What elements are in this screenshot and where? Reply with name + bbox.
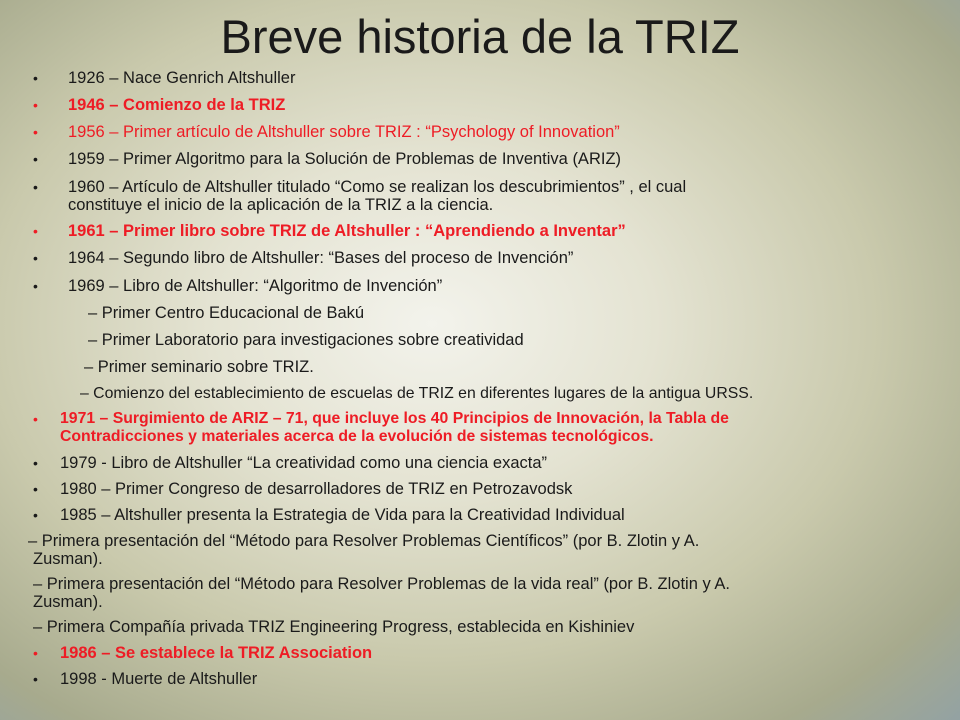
bullet-icon: • xyxy=(33,151,38,167)
timeline-item-1964: 1964 – Segundo libro de Altshuller: “Bases del proceso de Invención” xyxy=(68,249,574,267)
bullet-icon: • xyxy=(33,455,38,471)
bullet-icon: • xyxy=(33,223,38,239)
timeline-item-1980: 1980 – Primer Congreso de desarrolladores de TRIZ en Petrozavodsk xyxy=(60,480,573,498)
bullet-icon: • xyxy=(33,411,38,427)
timeline-item-1986: 1986 – Se establece la TRIZ Association xyxy=(60,644,373,662)
timeline-item-1979: 1979 - Libro de Altshuller “La creatividad como una ciencia exacta” xyxy=(60,454,548,472)
timeline-item-1971-cont: Contradicciones y materiales acerca de la evolución de sistemas tecnológicos. xyxy=(60,428,654,445)
timeline-item-1926: 1926 – Nace Genrich Altshuller xyxy=(68,69,296,87)
timeline-item-1959: 1959 – Primer Algoritmo para la Solución de Problemas de Inventiva (ARIZ) xyxy=(68,150,622,168)
bullet-icon: • xyxy=(33,507,38,523)
timeline-item-1969: 1969 – Libro de Altshuller: “Algoritmo de Invención” xyxy=(68,277,443,295)
bullet-icon: • xyxy=(33,481,38,497)
timeline-item-1960: 1960 – Artículo de Altshuller titulado “Como se realizan los descubrimientos” , el cual xyxy=(68,178,687,196)
timeline-subitem-seminario: – Primer seminario sobre TRIZ. xyxy=(84,358,314,376)
bullet-icon: • xyxy=(33,70,38,86)
bullet-icon: • xyxy=(33,250,38,266)
timeline-subitem-bakú: – Primer Centro Educacional de Bakú xyxy=(88,304,365,322)
timeline-item-1961: 1961 – Primer libro sobre TRIZ de Altshuller : “Aprendiendo a Inventar” xyxy=(68,222,626,240)
bullet-icon: • xyxy=(33,124,38,140)
timeline-subitem-vida-real: – Primera presentación del “Método para Resolver Problemas de la vida real” (por B. Zlotin y A. xyxy=(33,575,730,593)
bullet-icon: • xyxy=(33,179,38,195)
timeline-item-1985: 1985 – Altshuller presenta la Estrategia de Vida para la Creatividad Individual xyxy=(60,506,625,524)
timeline-item-1946: 1946 – Comienzo de la TRIZ xyxy=(68,96,286,114)
timeline-item-1960-cont: constituye el inicio de la aplicación de la TRIZ a la ciencia. xyxy=(68,196,494,214)
timeline-subitem-vida-real-cont: Zusman). xyxy=(33,593,103,611)
bullet-icon: • xyxy=(33,97,38,113)
bullet-icon: • xyxy=(33,645,38,661)
timeline-subitem-escuelas: – Comienzo del establecimiento de escuelas de TRIZ en diferentes lugares de la antigua URSS. xyxy=(80,385,754,402)
bullet-icon: • xyxy=(33,671,38,687)
timeline-subitem-laboratorio: – Primer Laboratorio para investigaciones sobre creatividad xyxy=(88,331,524,349)
timeline-item-1998: 1998 - Muerte de Altshuller xyxy=(60,670,258,688)
timeline-item-1971: 1971 – Surgimiento de ARIZ – 71, que incluye los 40 Principios de Innovación, la Tabla de xyxy=(60,410,729,427)
bullet-icon: • xyxy=(33,278,38,294)
timeline-subitem-cientificos: – Primera presentación del “Método para Resolver Problemas Científicos” (por B. Zlotin y A. xyxy=(28,532,700,550)
slide-title: Breve historia de la TRIZ xyxy=(220,10,740,63)
timeline-subitem-cientificos-cont: Zusman). xyxy=(33,550,103,568)
timeline-item-1956: 1956 – Primer artículo de Altshuller sobre TRIZ : “Psychology of Innovation” xyxy=(68,123,620,141)
timeline-subitem-compania: – Primera Compañía privada TRIZ Engineering Progress, establecida en Kishiniev xyxy=(33,618,635,636)
